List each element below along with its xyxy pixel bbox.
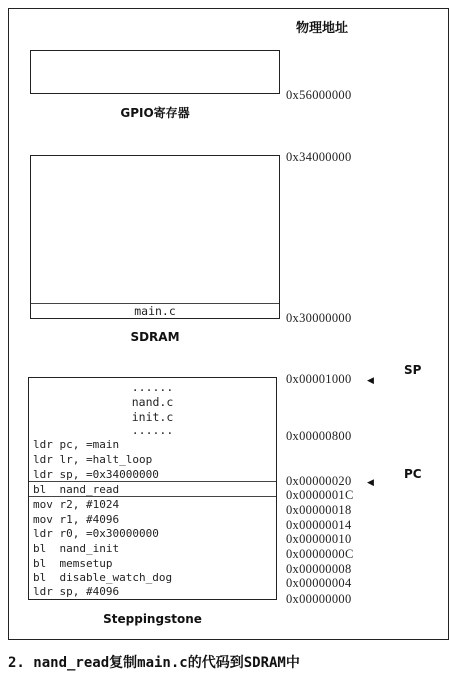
code-line: ldr sp, #4096: [33, 585, 120, 598]
stepping-dots-bottom: ......: [131, 423, 174, 437]
code-line: ldr r0, =0x30000000: [33, 527, 159, 540]
address-1000: 0x00001000: [286, 372, 352, 386]
gpio-register-box: [30, 50, 280, 94]
address-001c: 0x0000001C: [286, 488, 354, 502]
address-0010: 0x00000010: [286, 532, 352, 546]
gpio-register-label: GPIO寄存器: [120, 106, 190, 120]
sdram-main-c: main.c: [134, 304, 176, 318]
figure-caption: 2. nand_read复制main.c的代码到SDRAM中: [8, 655, 300, 671]
code-line: bl disable_watch_dog: [33, 571, 173, 584]
address-0018: 0x00000018: [286, 503, 352, 517]
stepping-file-init: init.c: [131, 410, 174, 424]
address-0014: 0x00000014: [286, 518, 352, 532]
code-line: mov r2, #1024: [33, 498, 120, 511]
code-line: mov r1, #4096: [33, 513, 120, 526]
sdram-base-address: 0x30000000: [286, 311, 352, 325]
address-0008: 0x00000008: [286, 562, 352, 576]
stepping-file-nand: nand.c: [131, 395, 174, 409]
sp-pointer-label: SP: [404, 363, 422, 377]
code-line: ldr lr, =halt_loop: [33, 453, 153, 466]
address-0004: 0x00000004: [286, 576, 352, 590]
code-line: ldr sp, =0x34000000: [33, 468, 159, 481]
code-line: bl nand_read: [33, 483, 120, 496]
pc-pointer-label: PC: [404, 467, 422, 481]
code-line: bl nand_init: [33, 542, 120, 555]
gpio-address: 0x56000000: [286, 88, 352, 102]
sp-arrow-icon: ◀: [367, 375, 374, 385]
pc-arrow-icon: ◀: [367, 477, 374, 487]
stepping-dots-top: ......: [131, 380, 174, 394]
sdram-box: [30, 155, 280, 319]
address-000c: 0x0000000C: [286, 547, 354, 561]
code-line: bl memsetup: [33, 557, 113, 570]
address-0800: 0x00000800: [286, 429, 352, 443]
steppingstone-box: [28, 377, 277, 600]
address-0020: 0x00000020: [286, 474, 352, 488]
code-line: ldr pc, =main: [33, 438, 120, 451]
sdram-top-address: 0x34000000: [286, 150, 352, 164]
address-0000: 0x00000000: [286, 592, 352, 606]
steppingstone-label: Steppingstone: [103, 612, 202, 626]
physical-address-title: 物理地址: [296, 21, 349, 36]
sdram-label: SDRAM: [130, 330, 180, 344]
